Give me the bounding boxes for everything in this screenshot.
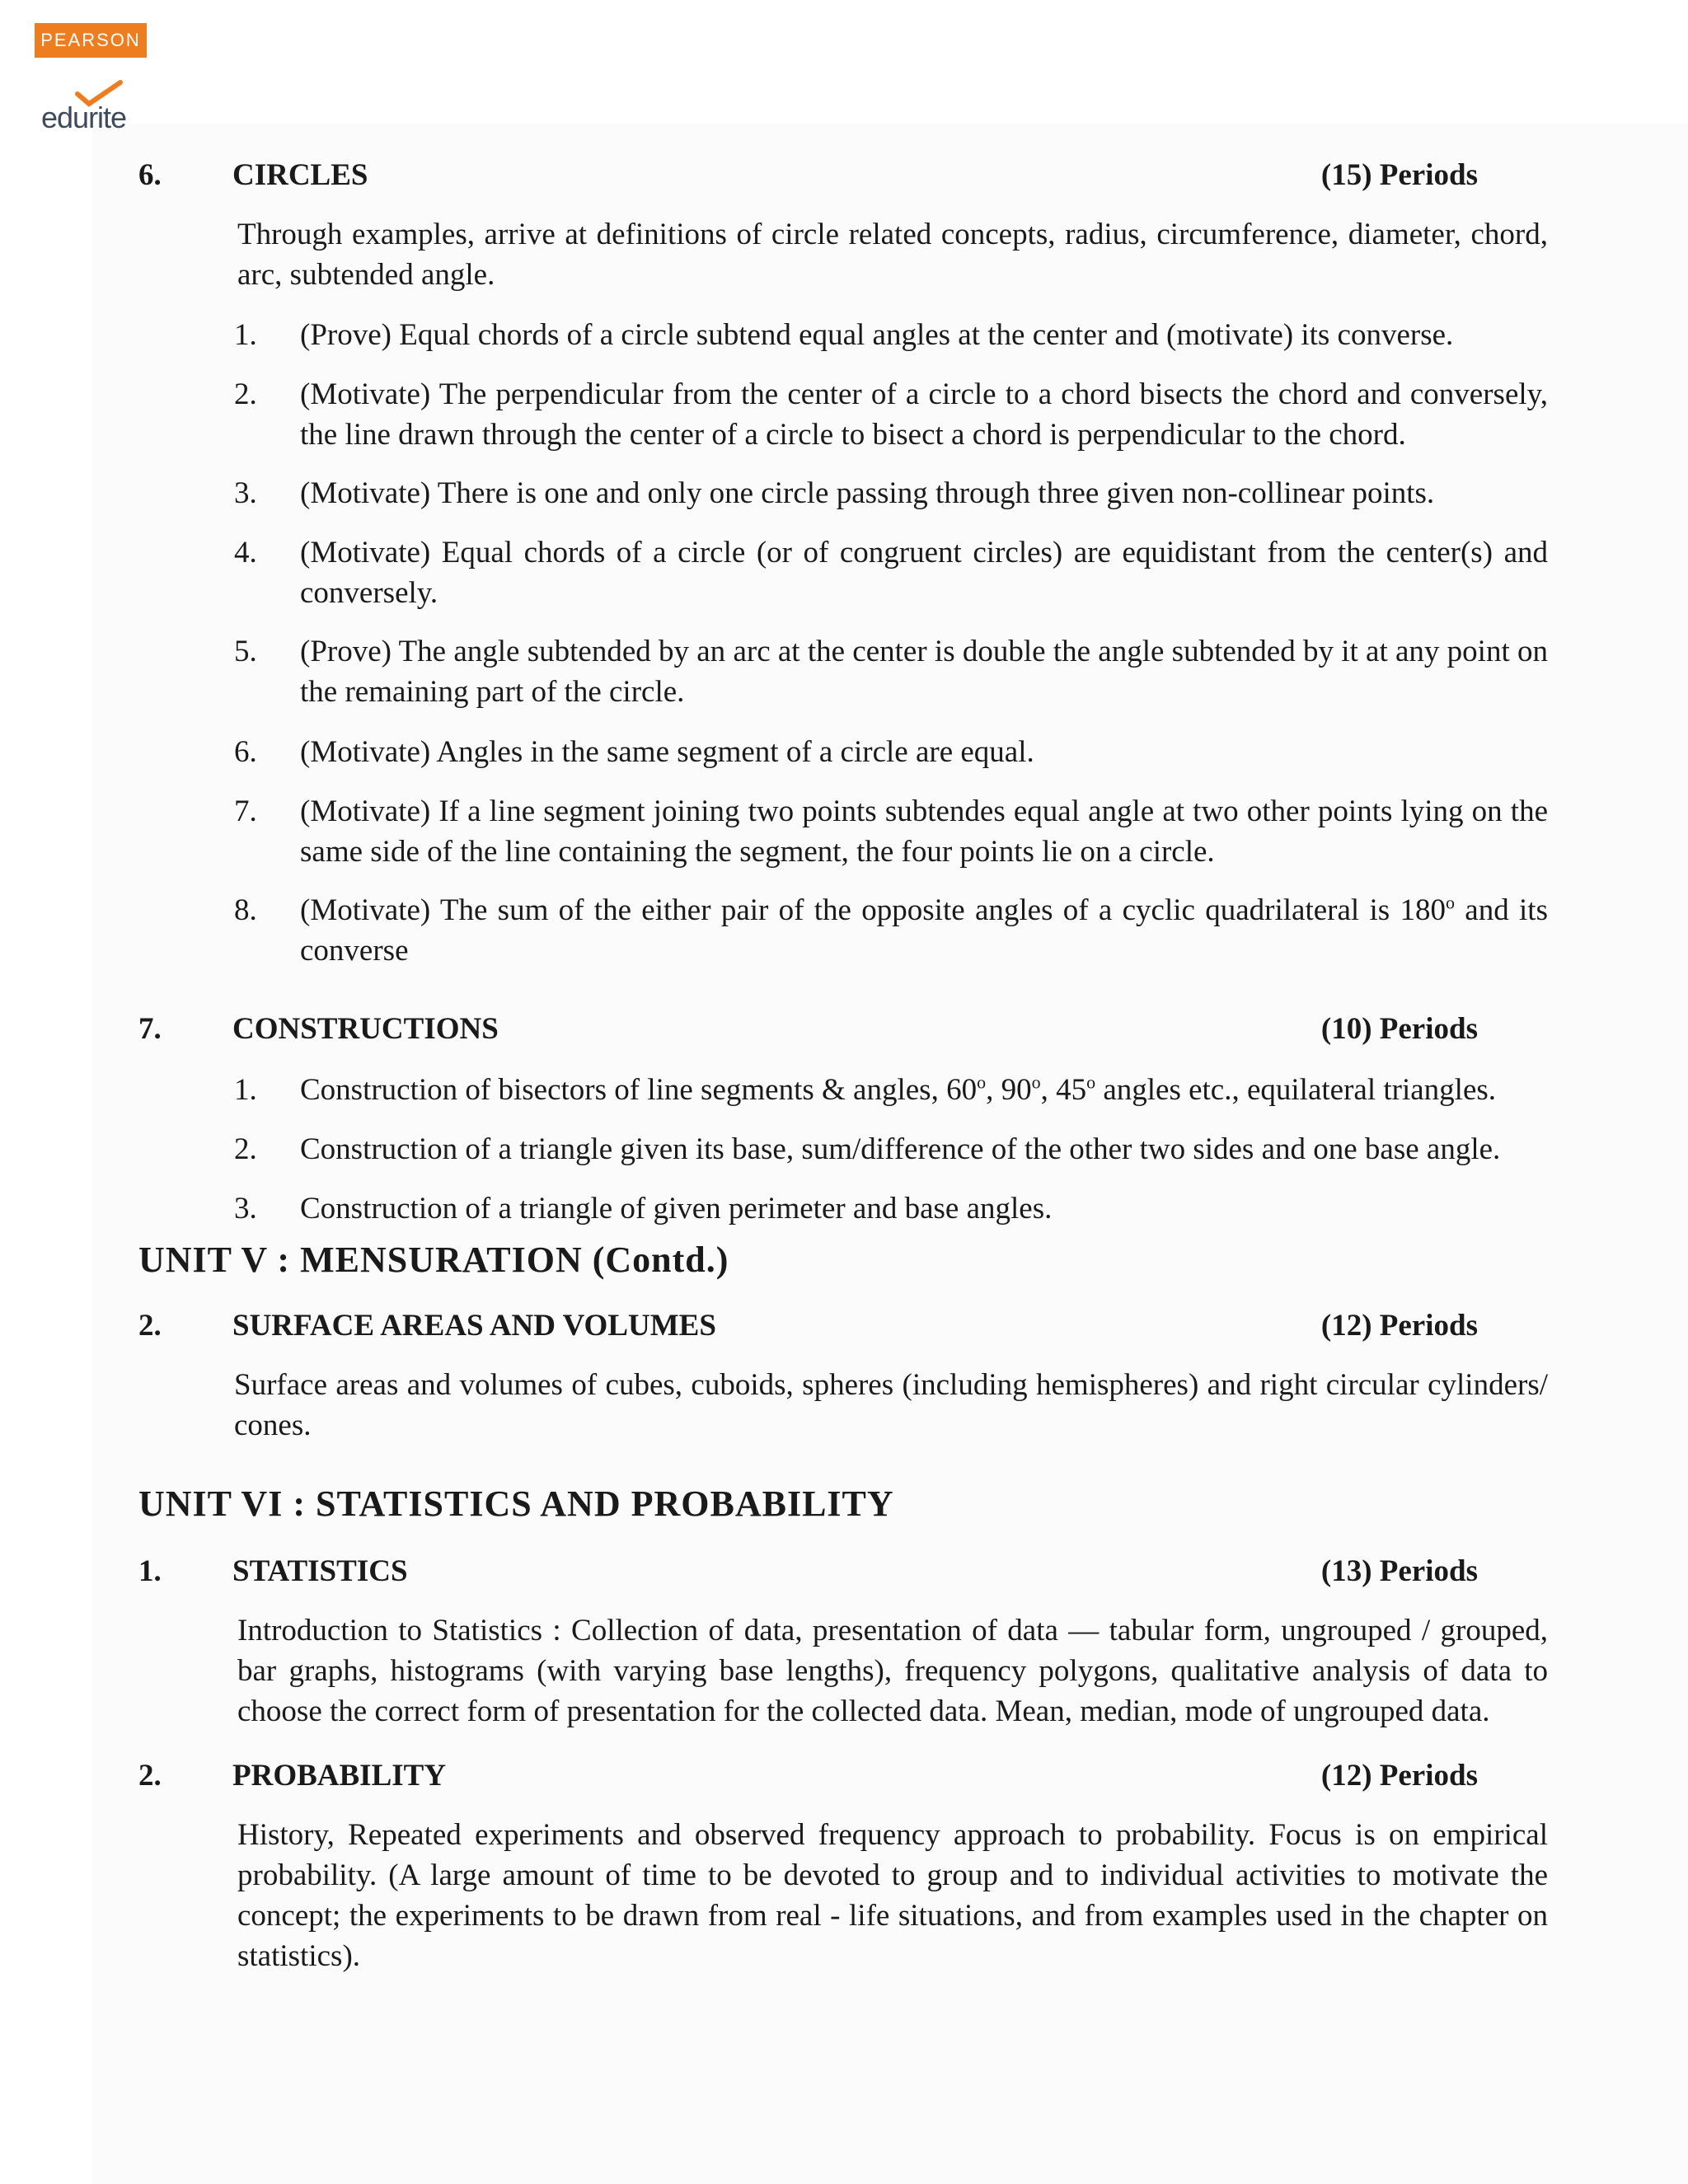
item-number: 1. xyxy=(234,318,257,352)
item-number: 1. xyxy=(234,1073,257,1107)
item-text: (Prove) The angle subtended by an arc at the center is double the angle subtended by it at any point on the remaining part of the circle. xyxy=(300,635,1548,709)
section-title: CONSTRUCTIONS xyxy=(232,1012,499,1046)
section-periods: (12) Periods xyxy=(1320,1759,1478,1793)
probability-text: History, Repeated experiments and observed frequency approach to probability. Focus is on empirical probability. (A large amount of time to be devoted to group and to individual activities to motivate the concept; the experiments to be drawn from real - life situations, and from examples used in the chapter on statistics). xyxy=(237,1818,1548,1973)
item-number: 8. xyxy=(234,893,257,927)
item-text: (Motivate) Equal chords of a circle (or of congruent circles) are equidistant from the center(s) and conversely. xyxy=(300,536,1548,610)
section-number: 6. xyxy=(138,158,162,192)
item-text: Construction of a triangle given its base, sum/difference of the other two sides and one base angle. xyxy=(300,1132,1501,1166)
section-number: 7. xyxy=(138,1012,162,1046)
unit-heading: UNIT V : MENSURATION (Contd.) xyxy=(138,1240,729,1280)
section-title: SURFACE AREAS AND VOLUMES xyxy=(232,1309,716,1343)
item-text: (Prove) Equal chords of a circle subtend equal angles at the center and (motivate) its converse. xyxy=(300,318,1454,352)
item-text: (Motivate) The perpendicular from the center of a circle to a chord bisects the chord and conversely, the line drawn through the center of a circle to bisect a chord is perpendicular to the chord. xyxy=(300,377,1548,452)
section-periods: (13) Periods xyxy=(1320,1554,1478,1588)
surface-areas-text: Surface areas and volumes of cubes, cuboids, spheres (including hemispheres) and right circular cylinders/ cones. xyxy=(234,1368,1548,1442)
pearson-badge: PEARSON xyxy=(35,23,147,58)
item-number: 4. xyxy=(234,536,257,569)
item-text: Construction of bisectors of line segments & angles, 60$^o$, 90$^o$, 45$^o$ angles etc., equilateral triangles. xyxy=(300,1071,1497,1107)
item-text: (Motivate) If a line segment joining two points subtendes equal angle at two other points lying on the same side of the line containing the segment, the four points lie on a circle. xyxy=(300,794,1548,869)
section-title: PROBABILITY xyxy=(232,1759,447,1793)
section-number: 1. xyxy=(138,1554,162,1588)
item-number: 3. xyxy=(234,1192,257,1226)
unit-heading: UNIT VI : STATISTICS AND PROBABILITY xyxy=(138,1483,894,1524)
section-periods: (10) Periods xyxy=(1320,1012,1478,1046)
item-text: (Motivate) Angles in the same segment of a circle are equal. xyxy=(300,735,1034,769)
item-text: Construction of a triangle of given perimeter and base angles. xyxy=(300,1192,1053,1226)
section-number: 2. xyxy=(138,1759,162,1793)
section-title: CIRCLES xyxy=(232,158,368,192)
pearson-edurite-logo xyxy=(35,23,150,134)
section-number: 2. xyxy=(138,1309,162,1343)
item-number: 2. xyxy=(234,377,257,411)
item-number: 2. xyxy=(234,1132,257,1166)
section-periods: (15) Periods xyxy=(1320,158,1478,192)
item-number: 3. xyxy=(234,476,257,510)
section-title: STATISTICS xyxy=(232,1554,408,1588)
item-number: 6. xyxy=(234,735,257,769)
item-text: (Motivate) The sum of the either pair of the opposite angles of a cyclic quadrilateral is 180$^o$ and its converse xyxy=(300,892,1548,968)
item-number: 5. xyxy=(234,635,257,668)
circles-intro: Through examples, arrive at definitions of circle related concepts, radius, circumference, diameter, chord, arc, subtended angle. xyxy=(237,218,1548,292)
item-number: 7. xyxy=(234,794,257,828)
statistics-text: Introduction to Statistics : Collection of data, presentation of data — tabular form, ungrouped / grouped, bar graphs, histograms (with varying base lengths), frequency polygons, qualitative analysis of data to choose the correct form of presentation for the collected data. Mean, median, mode of ungrouped data. xyxy=(237,1614,1548,1728)
edurite-wordmark: edurite xyxy=(41,101,127,134)
section-periods: (12) Periods xyxy=(1320,1309,1478,1343)
item-text: (Motivate) There is one and only one circle passing through three given non-collinear points. xyxy=(300,476,1435,510)
